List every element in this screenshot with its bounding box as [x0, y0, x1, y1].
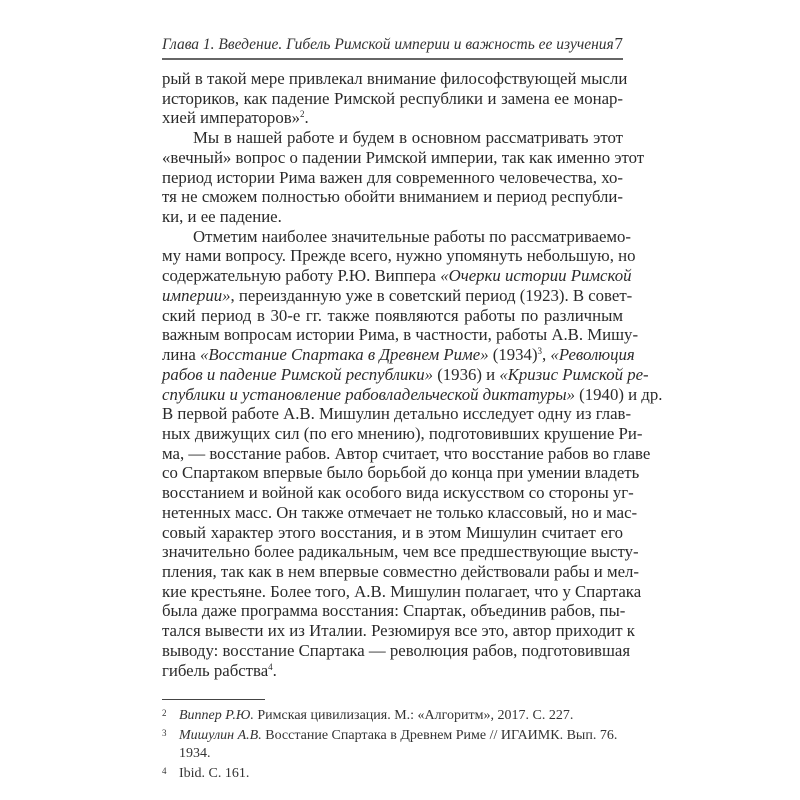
text-line	[162, 384, 663, 405]
body-text	[162, 69, 663, 680]
text-segment: тя не сможем полностью обойти вниманием и период республи-	[162, 187, 623, 207]
text-line	[162, 108, 623, 128]
text-segment: «вечный» вопрос о падении Римской империи, так как именно этот	[162, 147, 645, 167]
text-segment: совый характер этого восстания, и в этом Мишулин считает его	[162, 522, 623, 542]
text-line	[162, 661, 623, 681]
text-line	[162, 207, 623, 227]
running-header	[162, 34, 623, 56]
text-line	[162, 246, 636, 266]
text-segment: содержательную работу Р.Ю. Виппера	[162, 266, 441, 286]
italic-title: спублики и установление рабовладельческой диктатуры»	[162, 384, 575, 404]
text-segment: гибель рабства	[162, 660, 269, 680]
text-segment: Отметим наиболее значительные работы по рассматриваемо-	[193, 226, 632, 246]
text-line	[162, 581, 642, 602]
text-line	[162, 128, 623, 148]
text-segment: му нами вопросу. Прежде всего, нужно упомянуть небольшую, но	[162, 246, 636, 266]
text-segment: (1934)	[488, 345, 538, 365]
footnote-number: 2	[162, 708, 167, 718]
footnote-author: Мишулин А.В.	[179, 728, 262, 743]
text-segment: пления, так как в нем впервые совместно действовали рабы и мел-	[162, 561, 640, 581]
footnote-ref: 2	[300, 109, 305, 120]
text-segment: лина	[162, 345, 200, 365]
book-page	[162, 0, 663, 800]
text-segment: нетенных масс. Он также отмечает не только классовый, но и мас-	[162, 502, 638, 522]
header-rule	[162, 58, 623, 60]
text-segment: со Спартаком впервые было борьбой до конца при умении владеть	[162, 463, 640, 483]
text-line	[162, 463, 640, 483]
text-segment: .	[272, 660, 277, 680]
text-line	[162, 306, 623, 326]
footnote-separator	[162, 699, 265, 700]
running-title: Глава 1. Введение. Гибель Римской империи и важность ее изучения	[162, 36, 614, 53]
text-segment: ки, и ее падение.	[162, 207, 282, 227]
footnote-ref: 3	[537, 346, 543, 357]
text-line	[162, 187, 623, 207]
text-segment: хией императоров»	[162, 108, 301, 128]
text-segment: (1940) и др.	[574, 384, 663, 404]
footnote-text: Римская цивилизация. М.: «Алгоритм», 2017. С. 227.	[253, 708, 574, 723]
text-line	[162, 345, 635, 365]
text-line	[162, 226, 632, 247]
text-line	[162, 621, 635, 641]
text-line	[162, 523, 623, 543]
text-line	[162, 89, 623, 109]
text-segment: была даже программа восстания: Спартак, объединив рабов, пы-	[162, 601, 626, 621]
text-line	[162, 168, 623, 188]
footnote-ref: 4	[268, 661, 273, 672]
text-line	[162, 364, 649, 385]
text-segment: Мы в нашей работе и будем в основном рассматривать этот	[193, 128, 623, 148]
footnote-number: 4	[162, 766, 167, 776]
text-segment: важным вопросам истории Рима, в частности, работы А.В. Мишу-	[162, 325, 639, 345]
text-segment: (1936) и	[433, 364, 500, 384]
text-line	[162, 285, 633, 306]
text-segment: восстанием и войной как особого вида искусством со стороны уг-	[162, 483, 634, 503]
italic-title: рабов и падение Римской республики»	[162, 364, 433, 384]
italic-title: «Революция	[550, 345, 635, 365]
text-line	[162, 325, 639, 345]
text-line	[162, 147, 645, 168]
text-segment: ных движущих сил (по его мнению), подготовивших крушение Ри-	[162, 423, 643, 443]
text-segment: , переизданную уже в советский период (1923). В совет-	[230, 285, 633, 305]
footnote-text: Восстание Спартака в Древнем Риме // ИГАИМК. Вып. 76. 1934.	[179, 728, 618, 761]
text-line	[162, 601, 626, 621]
text-segment: ,	[542, 345, 551, 365]
footnote	[162, 727, 623, 763]
italic-title: империи»	[162, 285, 231, 305]
text-segment: В первой работе А.В. Мишулин детально исследует одну из глав-	[162, 404, 632, 424]
text-segment: период истории Рима важен для современного человечества, хо-	[162, 167, 623, 187]
text-segment: ма, — восстание рабов. Автор считает, что восстание рабов во главе	[162, 443, 651, 463]
text-line	[162, 266, 632, 286]
text-line	[162, 542, 639, 562]
italic-title: «Кризис Римской ре-	[499, 364, 649, 384]
footnote	[162, 765, 623, 783]
footnote	[162, 707, 623, 725]
text-segment: рый в такой мере привлекал внимание философствующей мысли	[162, 69, 628, 88]
text-segment: ский период в 30-е гг. также появляются работы по различным	[162, 305, 623, 325]
text-segment: значительно более радикальным, чем все предшествующие высту-	[162, 542, 639, 562]
text-segment: тался вывести их из Италии. Резюмируя все это, автор приходит к	[162, 621, 635, 641]
text-segment: .	[304, 108, 309, 128]
text-line	[162, 561, 640, 582]
page-number: 7	[614, 34, 623, 53]
text-segment: кие крестьяне. Более того, А.В. Мишулин полагает, что у Спартака	[162, 581, 642, 601]
footnote-text: Ibid. С. 161.	[179, 766, 250, 781]
text-line	[162, 69, 628, 89]
text-line	[162, 443, 651, 464]
footnote-author: Виппер Р.Ю.	[179, 708, 254, 723]
italic-title: «Восстание Спартака в Древнем Риме»	[199, 345, 489, 365]
text-line	[162, 404, 632, 424]
text-segment: выводу: восстание Спартака — революция рабов, подготовившая	[162, 640, 631, 660]
footnotes	[162, 707, 623, 785]
text-line	[162, 640, 631, 661]
italic-title: «Очерки истории Римской	[440, 266, 632, 286]
text-line	[162, 483, 634, 503]
text-line	[162, 502, 638, 523]
text-segment: историков, как падение Римской республики и замена ее монар-	[162, 88, 623, 108]
text-line	[162, 423, 643, 444]
footnote-number: 3	[162, 728, 167, 738]
